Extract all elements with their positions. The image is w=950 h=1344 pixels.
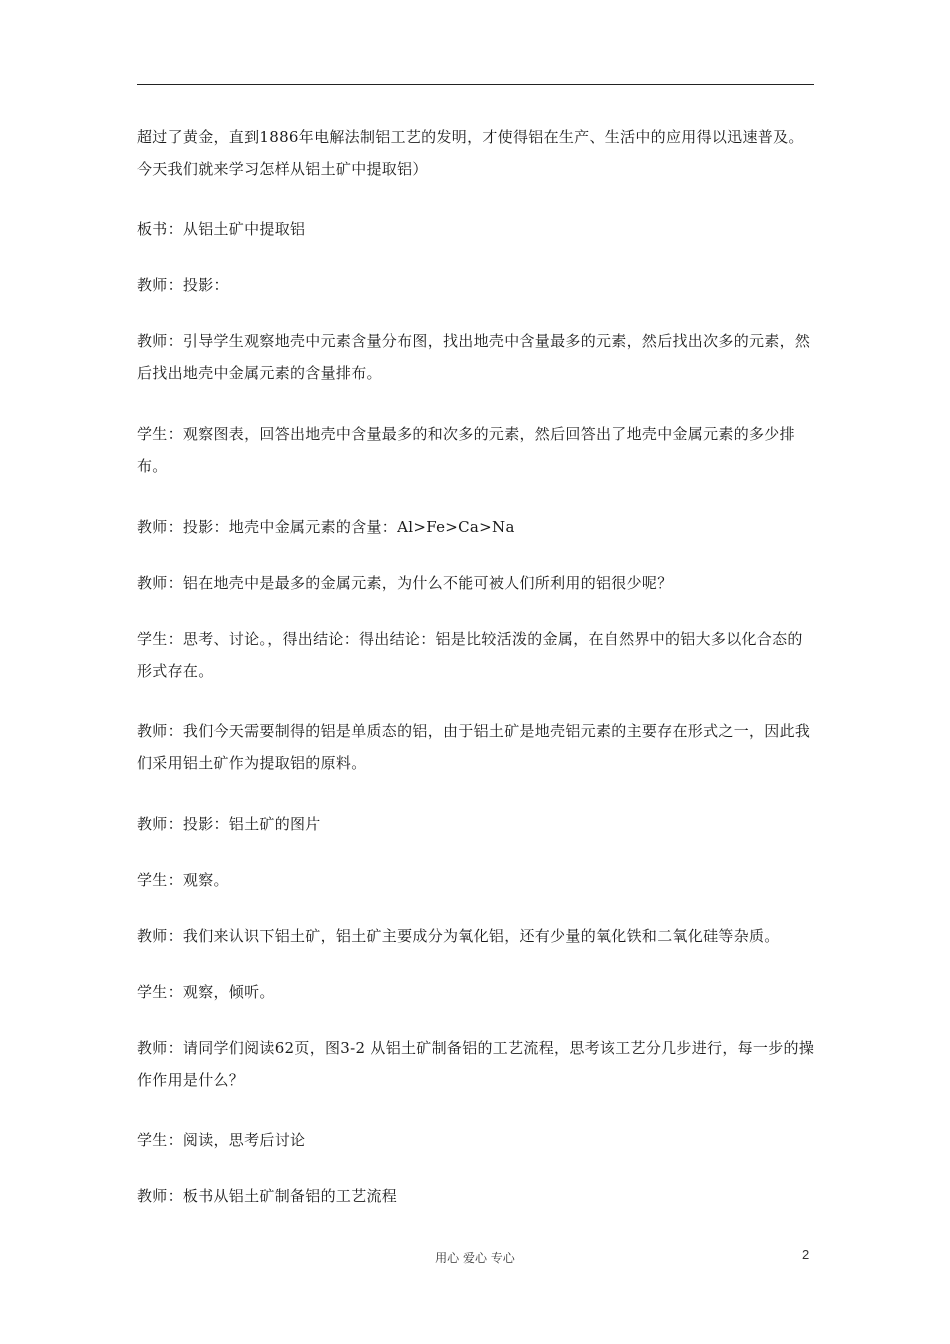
paragraph-4: 教师：引导学生观察地壳中元素含量分布图，找出地壳中含量最多的元素，然后找出次多的元素，然后找出地壳中金属元素的含量排布。 [137,332,811,382]
paragraph-7: 教师：铝在地壳中是最多的金属元素，为什么不能可被人们所利用的铝很少呢？ [137,574,673,592]
paragraph-11: 学生：观察。 [137,871,229,889]
paragraph-1: 超过了黄金，直到1886年电解法制铝工艺的发明，才使得铝在生产、生活中的应用得以迅速普及。今天我们就来学习怎样从铝土矿中提取铝） [137,128,804,178]
paragraph-13: 学生：观察，倾听。 [137,983,275,1001]
page-number: 2 [802,1247,810,1262]
paragraph-16: 教师：板书从铝土矿制备铝的工艺流程 [137,1187,398,1205]
paragraph-9: 教师：我们今天需要制得的铝是单质态的铝，由于铝土矿是地壳铝元素的主要存在形式之一，因此我们采用铝土矿作为提取铝的原料。 [137,722,811,772]
footer-slogan: 用心 爱心 专心 [435,1251,515,1265]
header-rule [137,84,814,85]
paragraph-8: 学生：思考、讨论。，得出结论：得出结论：铝是比较活泼的金属，在自然界中的铝大多以化合态的形式存在。 [137,630,803,680]
paragraph-15: 学生：阅读，思考后讨论 [137,1131,306,1149]
paragraph-2: 板书：从铝土矿中提取铝 [137,220,306,238]
paragraph-14: 教师：请同学们阅读62页，图3-2 从铝土矿制备铝的工艺流程，思考该工艺分几步进行，每一步的操作作用是什么？ [137,1039,815,1089]
paragraph-3: 教师：投影： [137,276,229,294]
paragraph-6: 教师：投影：地壳中金属元素的含量：Al>Fe>Ca>Na [137,518,515,536]
paragraph-12: 教师：我们来认识下铝土矿，铝土矿主要成分为氧化铝，还有少量的氧化铁和二氧化硅等杂质。 [137,927,780,945]
paragraph-10: 教师：投影：铝土矿的图片 [137,815,321,833]
paragraph-5: 学生：观察图表，回答出地壳中含量最多的和次多的元素，然后回答出了地壳中金属元素的多少排布。 [137,425,795,475]
